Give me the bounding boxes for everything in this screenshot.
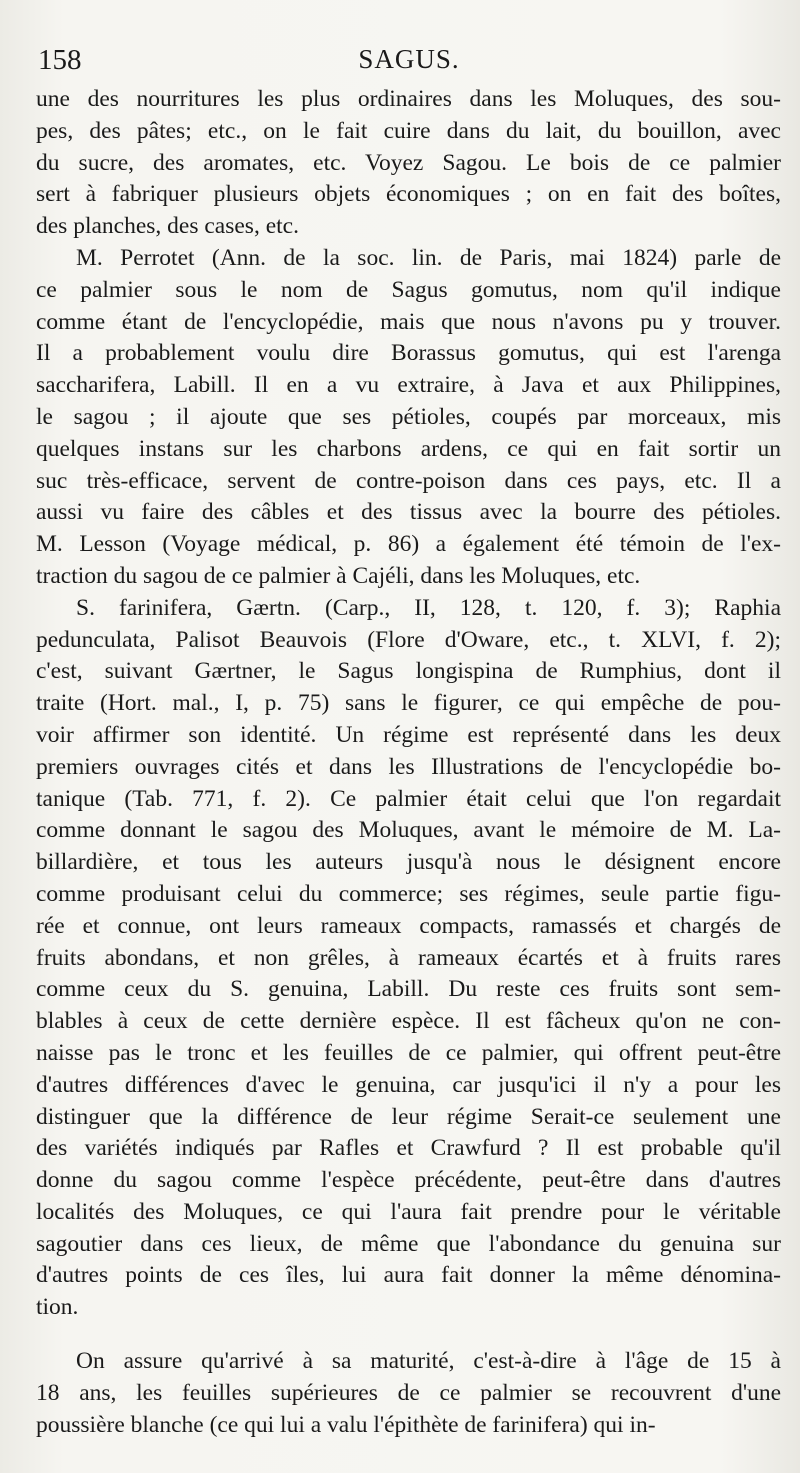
text-line: voir affirmer son identité. Un régime est représenté dans les deux (36, 721, 781, 748)
text-line: sagoutier dans ces lieux, de même que l'abondance du genuina sur (36, 1230, 781, 1257)
page-header (38, 44, 780, 80)
text-line: du sucre, des aromates, etc. Voyez Sagou. Le bois de ce palmier (36, 149, 781, 176)
text-line: suc très-efficace, servent de contre-poison dans ces pays, etc. Il a (36, 467, 781, 494)
text-line: quelques instans sur les charbons ardens, ce qui en fait sortir un (36, 435, 781, 462)
text-line: d'autres points de ces îles, lui aura fait donner la même dénomina- (36, 1262, 781, 1289)
text-line: comme étant de l'encyclopédie, mais que nous n'avons pu y trouver. (36, 308, 781, 335)
text-line: billardière, et tous les auteurs jusqu'à nous le désignent encore (36, 849, 781, 876)
text-line: saccharifera, Labill. Il en a vu extraire, à Java et aux Philippines, (36, 372, 781, 399)
text-line: naisse pas le tronc et les feuilles de ce palmier, qui offrent peut-être (36, 1039, 781, 1066)
text-line: blables à ceux de cette dernière espèce. Il est fâcheux qu'on ne con- (36, 1008, 781, 1035)
text-line: donne du sagou comme l'espèce précédente, peut-être dans d'autres (36, 1167, 781, 1194)
text-line: distinguer que la différence de leur régime Serait-ce seulement une (36, 1103, 781, 1130)
paragraph (36, 593, 781, 1324)
text-line: sert à fabriquer plusieurs objets économiques ; on en fait des boîtes, (36, 181, 781, 208)
text-line: tanique (Tab. 771, f. 2). Ce palmier était celui que l'on regardait (36, 785, 781, 812)
text-line: c'est, suivant Gærtner, le Sagus longispina de Rumphius, dont il (36, 658, 781, 685)
text-line: tion. (36, 1294, 79, 1321)
text-line: S. farinifera, Gærtn. (Carp., II, 128, t. 120, f. 3); Raphia (76, 594, 781, 621)
text-line: comme donnant le sagou des Moluques, avant le mémoire de M. La- (36, 817, 781, 844)
paragraph (36, 1346, 781, 1441)
paragraph (36, 243, 781, 593)
text-line: fruits abondans, et non grêles, à rameaux écartés et à fruits rares (36, 944, 781, 971)
text-line: comme ceux du S. genuina, Labill. Du reste ces fruits sont sem- (36, 976, 781, 1003)
text-line: 18 ans, les feuilles supérieures de ce palmier se recouvrent d'une (36, 1379, 781, 1406)
paragraph (36, 84, 781, 243)
text-line: pes, des pâtes; etc., on le fait cuire dans du lait, du bouillon, avec (36, 117, 781, 144)
text-line: une des nourritures les plus ordinaires dans les Moluques, des sou- (36, 86, 781, 112)
paragraph-gap (36, 1324, 781, 1346)
text-line: localités des Moluques, ce qui l'aura fait prendre pour le véritable (36, 1198, 781, 1225)
text-line: M. Lesson (Voyage médical, p. 86) a également été témoin de l'ex- (36, 531, 781, 558)
text-line: des planches, des cases, etc. (36, 213, 299, 240)
text-line: le sagou ; il ajoute que ses pétioles, coupés par morceaux, mis (36, 403, 781, 430)
text-line: pedunculata, Palisot Beauvois (Flore d'Oware, etc., t. XLVI, f. 2); (36, 626, 781, 653)
text-line: d'autres différences d'avec le genuina, car jusqu'ici il n'y a pour les (36, 1071, 781, 1098)
text-line: traction du sagou de ce palmier à Cajéli, dans les Moluques, etc. (36, 562, 641, 589)
text-line: des variétés indiqués par Rafles et Crawfurd ? Il est probable qu'il (36, 1135, 781, 1162)
page-number: 158 (38, 44, 82, 76)
running-head: SAGUS. (358, 44, 460, 74)
text-line: comme produisant celui du commerce; ses régimes, seule partie figu- (36, 880, 781, 907)
text-line: Il a probablement voulu dire Borassus gomutus, qui est l'arenga (36, 340, 781, 367)
text-line: M. Perrotet (Ann. de la soc. lin. de Paris, mai 1824) parle de (76, 244, 781, 271)
text-line: aussi vu faire des câbles et des tissus avec la bourre des pétioles. (36, 499, 781, 526)
text-line: premiers ouvrages cités et dans les Illustrations de l'encyclopédie bo- (36, 753, 781, 780)
text-line: traite (Hort. mal., I, p. 75) sans le figurer, ce qui empêche de pou- (36, 690, 781, 717)
text-line: On assure qu'arrivé à sa maturité, c'est-à-dire à l'âge de 15 à (76, 1348, 781, 1375)
text-line: poussière blanche (ce qui lui a valu l'épithète de farinifera) qui in- (36, 1411, 656, 1438)
text-line: ce palmier sous le nom de Sagus gomutus, nom qu'il indique (36, 276, 781, 303)
text-line: rée et connue, ont leurs rameaux compacts, ramassés et chargés de (36, 912, 781, 939)
body-text (36, 84, 781, 1441)
